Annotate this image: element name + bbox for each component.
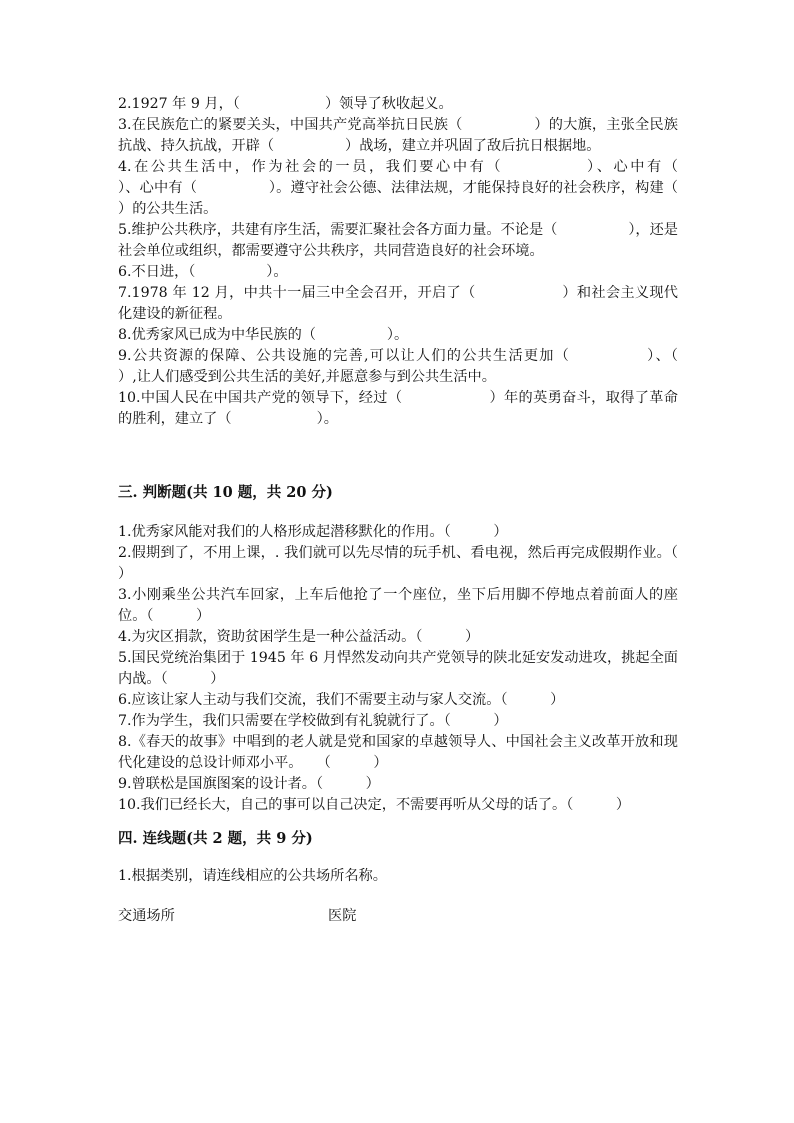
match-left-item: 交通场所 [118,908,175,924]
question-fill-3: 3.在民族危亡的紧要关头，中国共产党高举抗日民族（ ）的大旗，主张全民族抗战、持久抗战，开辟（ ）战场，建立并巩固了敌后抗日根据地。 [118,117,678,154]
question-fill-6: 6.不日进，（ ）。 [118,264,288,280]
exam-page [118,94,749,927]
spacer [118,887,678,906]
question-tf-1: 1.优秀家风能对我们的人格形成起潜移默化的作用。（ ） [118,524,508,540]
question-tf-9: 9.曾联松是国旗图案的设计者。（ ） [118,776,380,792]
question-match-1: 1.根据类别，请连线相应的公共场所名称。 [118,868,387,884]
question-tf-7: 7.作为学生，我们只需要在学校做到有礼貌就行了。（ ） [118,713,508,729]
spacer [118,503,678,522]
true-false-section [118,482,721,816]
question-tf-10: 10.我们已经长大，自己的事可以自己决定，不需要再听从父母的话了。（ ） [118,797,631,813]
question-tf-5: 5.国民党统治集团于 1945 年 6 月悍然发动向共产党领导的陕北延安发动进攻，挑起全面内战。（ ） [118,650,678,687]
question-fill-7: 7.1978 年 12 月，中共十一届三中全会召开，开启了（ ）和社会主义现代化建设的新征程。 [118,285,678,322]
spacer [118,849,678,866]
question-fill-8: 8.优秀家风已成为中华民族的（ ）。 [118,327,409,343]
question-tf-6: 6.应该让家人主动与我们交流，我们不需要主动与家人交流。（ ） [118,692,565,708]
question-fill-9: 9.公共资源的保障、公共设施的完善,可以让人们的公共生活更加（ ）、（ ）,让人们感受到公共生活的美好,并愿意参与到公共生活中。 [118,348,749,385]
question-tf-4: 4.为灾区捐款，资助贫困学生是一种公益活动。（ ） [118,629,480,645]
section-title-matching: 四. 连线题(共 2 题，共 9 分) [118,830,313,847]
question-tf-8: 8.《春天的故事》中唱到的老人就是党和国家的卓越领导人、中国社会主义改革开放和现代化建设的总设计师邓小平。 （ ） [118,734,678,771]
question-tf-2: 2.假期到了，不用上课，. 我们就可以先尽情的玩手机、看电视，然后再完成假期作业。（ ） [118,545,721,582]
matching-section [118,828,678,927]
fill-in-section [118,94,749,430]
section-title-true-false: 三. 判断题(共 10 题，共 20 分) [118,484,333,501]
question-tf-3: 3.小刚乘坐公共汽车回家，上车后他抢了一个座位，坐下后用脚不停地点着前面人的座位。（ ） [118,587,678,624]
match-right-item: 医院 [328,908,357,924]
match-row [118,906,678,927]
question-fill-10: 10.中国人民在中国共产党的领导下，经过（ ）年的英勇奋斗，取得了革命的胜利，建立了（ ）。 [118,390,678,427]
question-fill-4: 4.在公共生活中，作为社会的一员，我们要心中有（ ）、心中有（ ）、心中有（ ）。遵守社会公德、法律法规，才能保持良好的社会秩序，构建（ ）的公共生活。 [118,159,749,217]
spacer [118,816,678,828]
question-fill-2: 2.1927 年 9 月，（ ）领导了秋收起义。 [118,96,453,112]
question-fill-5: 5.维护公共秩序，共建有序生活，需要汇聚社会各方面力量。不论是（ ），还是社会单位或组织，都需要遵守公共秩序，共同营造良好的社会环境。 [118,222,678,259]
spacer [118,430,678,482]
